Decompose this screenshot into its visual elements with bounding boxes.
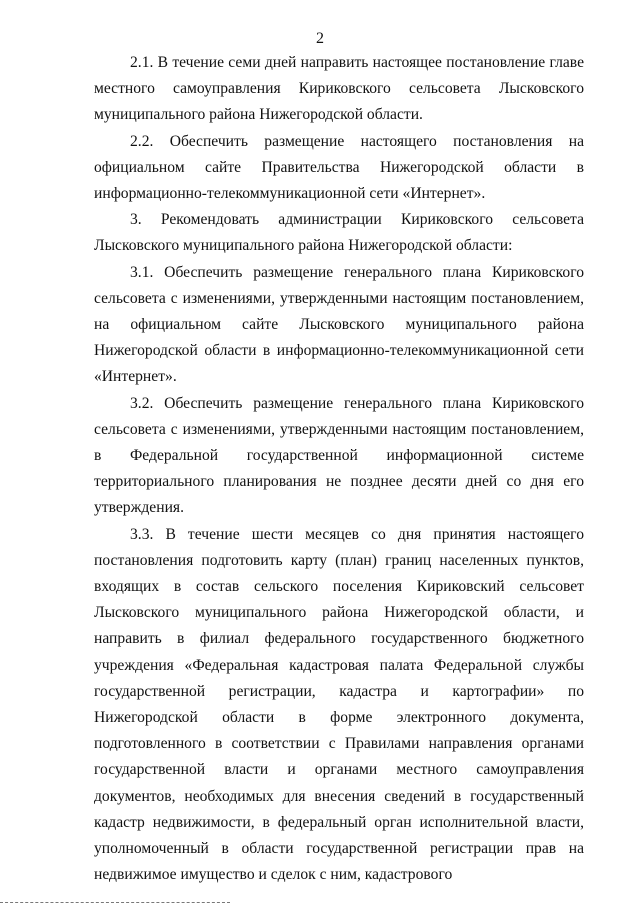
page-number: 2 — [316, 30, 324, 47]
paragraph-3-2: 3.2. Обеспечить размещение генерального плана Кириковского сельсовета с изменениями, утвержденными настоящим постановлением, в Федеральной государственной информационной системе территориального планирования не позднее десяти дней со дня его утверждения. — [94, 394, 584, 517]
paragraph-3-1: 3.1. Обеспечить размещение генерального плана Кириковского сельсовета с изменениями, утвержденными настоящим постановлением, на официальном сайте Лысковского муниципального района Нижегородской области в информационно-телекоммуникационной сети «Интернет». — [94, 263, 584, 386]
paragraph-2-1: 2.1. В течение семи дней направить настоящее постановление главе местного самоуправления Кириковского сельсовета Лысковского муниципального района Нижегородской области. — [94, 54, 584, 124]
paragraph-3-3: 3.3. В течение шести месяцев со дня принятия настоящего постановления подготовить карту (план) границ населенных пунктов, входящих в состав сельского поселения Кириковский сельсовет Лысковского муниципального района Нижегородской области, и направить в филиал федерального государственного бюджетного учреждения «Федеральная кадастровая палата Федеральной службы государственной регистрации, кадастра и картографии» по Нижегородской области в форме электронного документа, подготовленного в соответствии с Правилами направления органами государственной власти и органами местного самоуправления документов, необходимых для внесения сведений в государственный кадастр недвижимости, в федеральный орган исполнительной власти, уполномоченный в области государственной регистрации прав на недвижимое имущество и сделок с ним, кадастрового — [94, 525, 584, 884]
paragraph-3: 3. Рекомендовать администрации Кириковского сельсовета Лысковского муниципального района Нижегородской области: — [94, 211, 584, 255]
document-body — [94, 50, 584, 889]
scan-artifact-line — [0, 902, 230, 903]
paragraph-2-2: 2.2. Обеспечить размещение настоящего постановления на официальном сайте Правительства Нижегородской области в информационно-телекоммуникационной сети «Интернет». — [94, 132, 584, 203]
